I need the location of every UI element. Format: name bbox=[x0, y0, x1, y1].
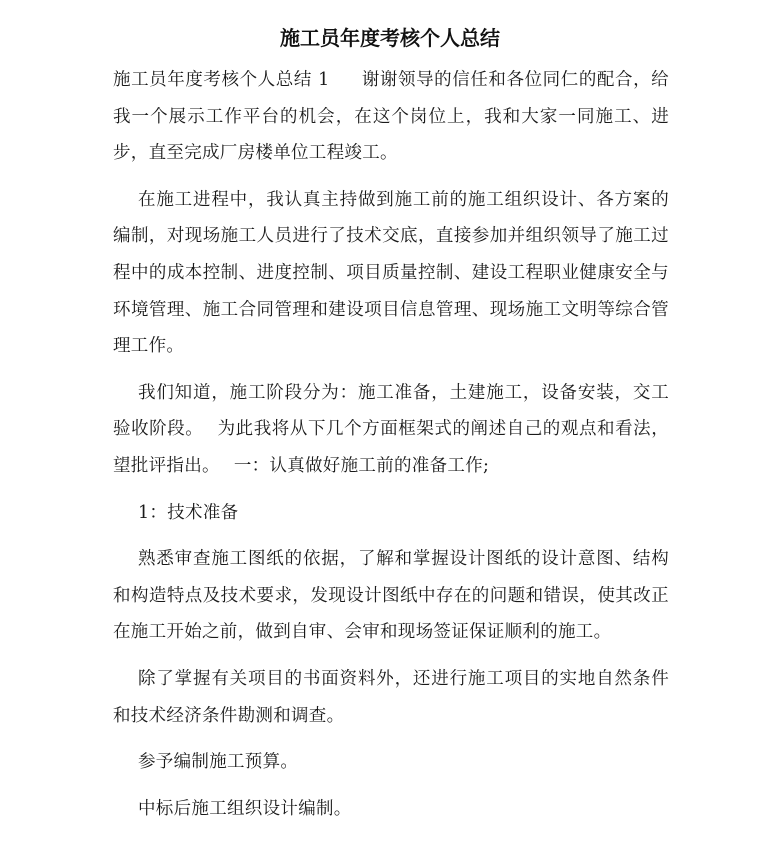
document-body bbox=[113, 62, 669, 837]
paragraph-intro bbox=[113, 62, 669, 172]
paragraph-drawing-review: 熟悉审查施工图纸的依据，了解和掌握设计图纸的设计意图、结构和构造特点及技术要求，发现设计图纸中存在的问题和错误，使其改正在施工开始之前，做到自审、会审和现场签证保证顺利的施工。 bbox=[113, 549, 669, 643]
paragraph-intro-text: 谢谢领导的信任和各位同仁的配合，给我一个展示工作平台的机会，在这个岗位上，我和大家一同施工、进步，直至完成厂房楼单位工程竣工。 bbox=[113, 70, 669, 164]
summary-heading: 施工员年度考核个人总结 1 bbox=[113, 70, 330, 90]
section-one-heading: 一：认真做好施工前的准备工作; bbox=[233, 455, 490, 476]
framework-sentence: 为此我将从下几个方面框架式的阐述自己的观点和看法，望批评指出。 bbox=[113, 419, 670, 476]
paragraph-budget: 参予编制施工预算。 bbox=[138, 752, 299, 773]
paragraph-organization-design: 中标后施工组织设计编制。 bbox=[138, 798, 352, 819]
stages-sentence: 我们知道，施工阶段分为：施工准备，土建施工，设备安装，交工验收阶段。 bbox=[113, 382, 669, 440]
paragraph-construction-process: 在施工进程中，我认真主持做到施工前的施工组织设计、各方案的编制，对现场施工人员进行了技术交底，直接参加并组织领导了施工过程中的成本控制、进度控制、项目质量控制、建设工程职业健康安全与环境管理、施工合同管理和建设项目信息管理、现场施工文明等综合管理工作。 bbox=[113, 189, 669, 357]
paragraph-site-survey: 除了掌握有关项目的书面资料外，还进行施工项目的实地自然条件和技术经济条件勘测和调查。 bbox=[113, 668, 669, 726]
paragraph-construction-stages bbox=[113, 375, 669, 485]
subsection-technical-preparation: 1：技术准备 bbox=[138, 502, 239, 523]
document-title: 施工员年度考核个人总结 bbox=[280, 26, 500, 50]
